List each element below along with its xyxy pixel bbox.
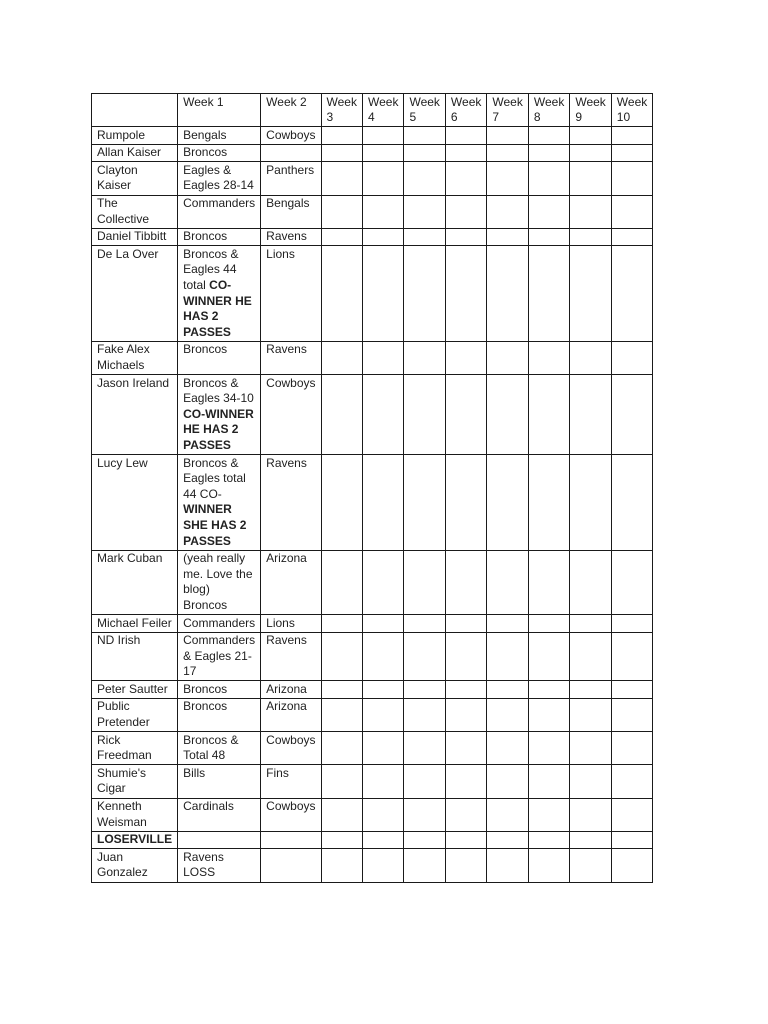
week-8-pick-cell bbox=[528, 765, 569, 798]
table-row bbox=[92, 375, 653, 455]
week-8-pick-cell bbox=[528, 550, 569, 614]
document-page bbox=[91, 93, 653, 883]
week-1-pick-cell bbox=[178, 162, 261, 195]
week-7-pick-cell bbox=[487, 632, 528, 681]
week-2-pick-cell: Cowboys bbox=[261, 127, 321, 145]
week-3-pick-cell bbox=[321, 246, 362, 342]
week-8-pick-cell bbox=[528, 228, 569, 246]
week-1-pick-cell bbox=[178, 228, 261, 246]
week-6-pick-cell bbox=[445, 849, 486, 882]
week-10-pick-cell bbox=[611, 550, 652, 614]
week-6-pick-cell bbox=[445, 246, 486, 342]
week-1-pick-cell bbox=[178, 615, 261, 633]
week-10-pick-cell bbox=[611, 765, 652, 798]
week-2-pick-cell: Arizona bbox=[261, 698, 321, 731]
header-cell-week-9: Week 9 bbox=[570, 94, 611, 127]
week-3-pick-cell bbox=[321, 455, 362, 551]
header-cell-week-1: Week 1 bbox=[178, 94, 261, 127]
header-cell-week-8: Week 8 bbox=[528, 94, 569, 127]
week-8-pick-cell bbox=[528, 831, 569, 849]
header-cell-blank bbox=[92, 94, 178, 127]
week-2-pick-cell: Panthers bbox=[261, 162, 321, 195]
section-row bbox=[92, 831, 653, 849]
table-row bbox=[92, 195, 653, 228]
week-5-pick-cell bbox=[404, 732, 445, 765]
player-name-cell: Rick Freedman bbox=[92, 732, 178, 765]
week-6-pick-cell bbox=[445, 765, 486, 798]
week-9-pick-cell bbox=[570, 246, 611, 342]
picks-table bbox=[91, 93, 653, 883]
week-10-pick-cell bbox=[611, 698, 652, 731]
week-1-pick-cell bbox=[178, 681, 261, 699]
player-name-cell: ND Irish bbox=[92, 632, 178, 681]
week-1-winner-note: CO-WINNER HE HAS 2 PASSES bbox=[183, 406, 254, 452]
week-10-pick-cell bbox=[611, 455, 652, 551]
header-cell-week-5: Week 5 bbox=[404, 94, 445, 127]
week-4-pick-cell bbox=[362, 550, 403, 614]
header-cell-week-6: Week 6 bbox=[445, 94, 486, 127]
week-8-pick-cell bbox=[528, 681, 569, 699]
week-1-pick-cell bbox=[178, 127, 261, 145]
week-2-pick-cell: Cowboys bbox=[261, 798, 321, 831]
week-1-pick-text: Broncos & Eagles 34-10 bbox=[183, 375, 254, 406]
week-8-pick-cell bbox=[528, 127, 569, 145]
week-9-pick-cell bbox=[570, 144, 611, 162]
player-name-cell: Allan Kaiser bbox=[92, 144, 178, 162]
table-row bbox=[92, 732, 653, 765]
week-6-pick-cell bbox=[445, 162, 486, 195]
week-9-pick-cell bbox=[570, 632, 611, 681]
table-row bbox=[92, 246, 653, 342]
week-2-pick-cell: Lions bbox=[261, 246, 321, 342]
week-9-pick-cell bbox=[570, 455, 611, 551]
week-4-pick-cell bbox=[362, 698, 403, 731]
week-1-pick-text: Broncos & Total 48 bbox=[183, 732, 239, 763]
week-4-pick-cell bbox=[362, 798, 403, 831]
week-7-pick-cell bbox=[487, 849, 528, 882]
week-4-pick-cell bbox=[362, 849, 403, 882]
week-2-pick-cell: Ravens bbox=[261, 341, 321, 374]
week-6-pick-cell bbox=[445, 681, 486, 699]
week-1-winner-note: CO-WINNER HE HAS 2 PASSES bbox=[183, 278, 252, 339]
week-5-pick-cell bbox=[404, 162, 445, 195]
header-cell-week-4: Week 4 bbox=[362, 94, 403, 127]
week-9-pick-cell bbox=[570, 798, 611, 831]
week-2-pick-cell: Ravens bbox=[261, 632, 321, 681]
week-9-pick-cell bbox=[570, 681, 611, 699]
week-1-pick-text: Eagles & Eagles 28-14 bbox=[183, 162, 254, 193]
week-7-pick-cell bbox=[487, 162, 528, 195]
header-cell-week-3: Week 3 bbox=[321, 94, 362, 127]
week-6-pick-cell bbox=[445, 455, 486, 551]
table-row bbox=[92, 127, 653, 145]
week-2-pick-cell bbox=[261, 144, 321, 162]
week-1-pick-cell bbox=[178, 144, 261, 162]
week-5-pick-cell bbox=[404, 341, 445, 374]
week-8-pick-cell bbox=[528, 632, 569, 681]
week-5-pick-cell bbox=[404, 144, 445, 162]
week-3-pick-cell bbox=[321, 849, 362, 882]
table-row bbox=[92, 798, 653, 831]
player-name-cell: Mark Cuban bbox=[92, 550, 178, 614]
week-3-pick-cell bbox=[321, 375, 362, 455]
player-name-cell: Michael Feiler bbox=[92, 615, 178, 633]
table-row bbox=[92, 455, 653, 551]
week-10-pick-cell bbox=[611, 849, 652, 882]
week-7-pick-cell bbox=[487, 228, 528, 246]
player-name-cell: Rumpole bbox=[92, 127, 178, 145]
week-3-pick-cell bbox=[321, 681, 362, 699]
header-row bbox=[92, 94, 653, 127]
week-7-pick-cell bbox=[487, 195, 528, 228]
week-5-pick-cell bbox=[404, 550, 445, 614]
table-row bbox=[92, 681, 653, 699]
week-9-pick-cell bbox=[570, 127, 611, 145]
week-6-pick-cell bbox=[445, 375, 486, 455]
week-1-pick-cell bbox=[178, 195, 261, 228]
week-10-pick-cell bbox=[611, 228, 652, 246]
week-7-pick-cell bbox=[487, 681, 528, 699]
week-10-pick-cell bbox=[611, 195, 652, 228]
week-3-pick-cell bbox=[321, 162, 362, 195]
player-name-cell: Lucy Lew bbox=[92, 455, 178, 551]
player-name-cell: Kenneth Weisman bbox=[92, 798, 178, 831]
week-9-pick-cell bbox=[570, 732, 611, 765]
table-body bbox=[92, 94, 653, 883]
week-3-pick-cell bbox=[321, 228, 362, 246]
week-9-pick-cell bbox=[570, 831, 611, 849]
table-row bbox=[92, 765, 653, 798]
week-3-pick-cell bbox=[321, 144, 362, 162]
week-7-pick-cell bbox=[487, 615, 528, 633]
week-6-pick-cell bbox=[445, 615, 486, 633]
header-cell-week-2: Week 2 bbox=[261, 94, 321, 127]
week-9-pick-cell bbox=[570, 375, 611, 455]
week-6-pick-cell bbox=[445, 798, 486, 831]
week-1-pick-cell bbox=[178, 698, 261, 731]
week-9-pick-cell bbox=[570, 162, 611, 195]
week-2-pick-cell: Bengals bbox=[261, 195, 321, 228]
week-6-pick-cell bbox=[445, 632, 486, 681]
week-8-pick-cell bbox=[528, 698, 569, 731]
week-10-pick-cell bbox=[611, 341, 652, 374]
week-3-pick-cell bbox=[321, 615, 362, 633]
week-1-pick-text: Broncos bbox=[183, 342, 228, 357]
week-1-pick-cell bbox=[178, 455, 261, 551]
week-2-pick-cell: Ravens bbox=[261, 455, 321, 551]
table-row bbox=[92, 144, 653, 162]
player-name-cell: De La Over bbox=[92, 246, 178, 342]
week-2-pick-cell: Fins bbox=[261, 765, 321, 798]
week-1-pick-text: Cardinals bbox=[183, 799, 234, 814]
week-5-pick-cell bbox=[404, 681, 445, 699]
week-1-pick-text: Commanders & Eagles 21-17 bbox=[183, 633, 256, 679]
week-2-pick-cell: Lions bbox=[261, 615, 321, 633]
week-7-pick-cell bbox=[487, 765, 528, 798]
week-6-pick-cell bbox=[445, 144, 486, 162]
player-name-cell: Juan Gonzalez bbox=[92, 849, 178, 882]
player-name-cell: The Collective bbox=[92, 195, 178, 228]
week-5-pick-cell bbox=[404, 455, 445, 551]
week-7-pick-cell bbox=[487, 698, 528, 731]
week-5-pick-cell bbox=[404, 375, 445, 455]
week-5-pick-cell bbox=[404, 849, 445, 882]
player-name-cell: Jason Ireland bbox=[92, 375, 178, 455]
player-name-cell: Shumie's Cigar bbox=[92, 765, 178, 798]
week-1-pick-cell bbox=[178, 375, 261, 455]
week-4-pick-cell bbox=[362, 162, 403, 195]
week-4-pick-cell bbox=[362, 732, 403, 765]
week-6-pick-cell bbox=[445, 195, 486, 228]
week-4-pick-cell bbox=[362, 246, 403, 342]
week-3-pick-cell bbox=[321, 732, 362, 765]
week-3-pick-cell bbox=[321, 798, 362, 831]
week-1-pick-cell bbox=[178, 765, 261, 798]
week-2-pick-cell bbox=[261, 831, 321, 849]
week-5-pick-cell bbox=[404, 615, 445, 633]
week-5-pick-cell bbox=[404, 632, 445, 681]
week-5-pick-cell bbox=[404, 127, 445, 145]
week-1-pick-text: Broncos & Eagles total 44 CO- bbox=[183, 455, 246, 501]
week-8-pick-cell bbox=[528, 195, 569, 228]
week-1-pick-text: Commanders bbox=[183, 196, 256, 211]
week-5-pick-cell bbox=[404, 798, 445, 831]
week-8-pick-cell bbox=[528, 615, 569, 633]
table-row bbox=[92, 228, 653, 246]
week-10-pick-cell bbox=[611, 615, 652, 633]
week-2-pick-cell: Arizona bbox=[261, 550, 321, 614]
week-4-pick-cell bbox=[362, 681, 403, 699]
week-2-pick-cell: Arizona bbox=[261, 681, 321, 699]
week-1-pick-text: Broncos bbox=[183, 681, 228, 696]
week-8-pick-cell bbox=[528, 732, 569, 765]
week-7-pick-cell bbox=[487, 341, 528, 374]
week-1-winner-note: WINNER SHE HAS 2 PASSES bbox=[183, 502, 247, 548]
week-6-pick-cell bbox=[445, 698, 486, 731]
week-7-pick-cell bbox=[487, 831, 528, 849]
week-10-pick-cell bbox=[611, 162, 652, 195]
week-4-pick-cell bbox=[362, 127, 403, 145]
week-4-pick-cell bbox=[362, 632, 403, 681]
week-10-pick-cell bbox=[611, 732, 652, 765]
week-8-pick-cell bbox=[528, 849, 569, 882]
week-10-pick-cell bbox=[611, 375, 652, 455]
week-4-pick-cell bbox=[362, 228, 403, 246]
week-5-pick-cell bbox=[404, 765, 445, 798]
week-9-pick-cell bbox=[570, 228, 611, 246]
week-2-pick-cell bbox=[261, 849, 321, 882]
week-3-pick-cell bbox=[321, 831, 362, 849]
week-4-pick-cell bbox=[362, 195, 403, 228]
week-1-pick-text: Bengals bbox=[183, 127, 227, 142]
week-8-pick-cell bbox=[528, 144, 569, 162]
week-9-pick-cell bbox=[570, 195, 611, 228]
week-1-pick-cell bbox=[178, 831, 261, 849]
week-9-pick-cell bbox=[570, 849, 611, 882]
week-8-pick-cell bbox=[528, 246, 569, 342]
week-7-pick-cell bbox=[487, 246, 528, 342]
week-1-pick-cell bbox=[178, 632, 261, 681]
week-10-pick-cell bbox=[611, 798, 652, 831]
player-name-cell: Peter Sautter bbox=[92, 681, 178, 699]
week-5-pick-cell bbox=[404, 831, 445, 849]
week-8-pick-cell bbox=[528, 341, 569, 374]
week-5-pick-cell bbox=[404, 698, 445, 731]
week-7-pick-cell bbox=[487, 798, 528, 831]
week-3-pick-cell bbox=[321, 341, 362, 374]
week-5-pick-cell bbox=[404, 228, 445, 246]
week-9-pick-cell bbox=[570, 765, 611, 798]
week-10-pick-cell bbox=[611, 127, 652, 145]
week-1-pick-cell bbox=[178, 732, 261, 765]
table-row bbox=[92, 615, 653, 633]
week-3-pick-cell bbox=[321, 632, 362, 681]
week-10-pick-cell bbox=[611, 246, 652, 342]
week-1-pick-cell bbox=[178, 550, 261, 614]
week-10-pick-cell bbox=[611, 144, 652, 162]
week-4-pick-cell bbox=[362, 765, 403, 798]
week-4-pick-cell bbox=[362, 615, 403, 633]
week-1-pick-text: Broncos bbox=[183, 229, 228, 244]
player-name-cell: LOSERVILLE bbox=[92, 831, 178, 849]
week-4-pick-cell bbox=[362, 341, 403, 374]
week-2-pick-cell: Ravens bbox=[261, 228, 321, 246]
week-3-pick-cell bbox=[321, 550, 362, 614]
table-row bbox=[92, 849, 653, 882]
week-6-pick-cell bbox=[445, 127, 486, 145]
week-1-pick-cell bbox=[178, 849, 261, 882]
week-1-pick-cell bbox=[178, 798, 261, 831]
week-3-pick-cell bbox=[321, 765, 362, 798]
week-9-pick-cell bbox=[570, 615, 611, 633]
week-6-pick-cell bbox=[445, 228, 486, 246]
week-4-pick-cell bbox=[362, 455, 403, 551]
week-2-pick-cell: Cowboys bbox=[261, 732, 321, 765]
table-row bbox=[92, 550, 653, 614]
week-8-pick-cell bbox=[528, 375, 569, 455]
week-7-pick-cell bbox=[487, 144, 528, 162]
table-row bbox=[92, 632, 653, 681]
week-10-pick-cell bbox=[611, 681, 652, 699]
week-6-pick-cell bbox=[445, 341, 486, 374]
week-8-pick-cell bbox=[528, 455, 569, 551]
week-7-pick-cell bbox=[487, 375, 528, 455]
week-3-pick-cell bbox=[321, 195, 362, 228]
week-8-pick-cell bbox=[528, 798, 569, 831]
week-1-pick-text: Ravens LOSS bbox=[183, 849, 224, 880]
week-10-pick-cell bbox=[611, 831, 652, 849]
header-cell-week-7: Week 7 bbox=[487, 94, 528, 127]
week-4-pick-cell bbox=[362, 375, 403, 455]
week-1-pick-text: (yeah really me. Love the blog) Broncos bbox=[183, 551, 253, 612]
week-9-pick-cell bbox=[570, 341, 611, 374]
week-6-pick-cell bbox=[445, 550, 486, 614]
week-2-pick-cell: Cowboys bbox=[261, 375, 321, 455]
player-name-cell: Clayton Kaiser bbox=[92, 162, 178, 195]
week-4-pick-cell bbox=[362, 831, 403, 849]
week-7-pick-cell bbox=[487, 127, 528, 145]
week-5-pick-cell bbox=[404, 246, 445, 342]
week-8-pick-cell bbox=[528, 162, 569, 195]
week-1-pick-text: Broncos bbox=[183, 145, 228, 160]
week-5-pick-cell bbox=[404, 195, 445, 228]
table-row bbox=[92, 162, 653, 195]
player-name-cell: Public Pretender bbox=[92, 698, 178, 731]
table-row bbox=[92, 341, 653, 374]
week-4-pick-cell bbox=[362, 144, 403, 162]
week-3-pick-cell bbox=[321, 698, 362, 731]
week-3-pick-cell bbox=[321, 127, 362, 145]
week-7-pick-cell bbox=[487, 732, 528, 765]
player-name-cell: Daniel Tibbitt bbox=[92, 228, 178, 246]
week-9-pick-cell bbox=[570, 698, 611, 731]
week-6-pick-cell bbox=[445, 732, 486, 765]
table-row bbox=[92, 698, 653, 731]
week-9-pick-cell bbox=[570, 550, 611, 614]
player-name-cell: Fake Alex Michaels bbox=[92, 341, 178, 374]
week-1-pick-text: Broncos & Eagles 44 total bbox=[183, 246, 239, 293]
week-7-pick-cell bbox=[487, 455, 528, 551]
week-1-pick-text: Commanders bbox=[183, 615, 256, 630]
week-1-pick-text: Broncos bbox=[183, 699, 228, 714]
week-10-pick-cell bbox=[611, 632, 652, 681]
week-6-pick-cell bbox=[445, 831, 486, 849]
week-1-pick-cell bbox=[178, 341, 261, 374]
week-7-pick-cell bbox=[487, 550, 528, 614]
header-cell-week-10: Week 10 bbox=[611, 94, 652, 127]
week-1-pick-text: Bills bbox=[183, 765, 206, 780]
week-1-pick-cell bbox=[178, 246, 261, 342]
